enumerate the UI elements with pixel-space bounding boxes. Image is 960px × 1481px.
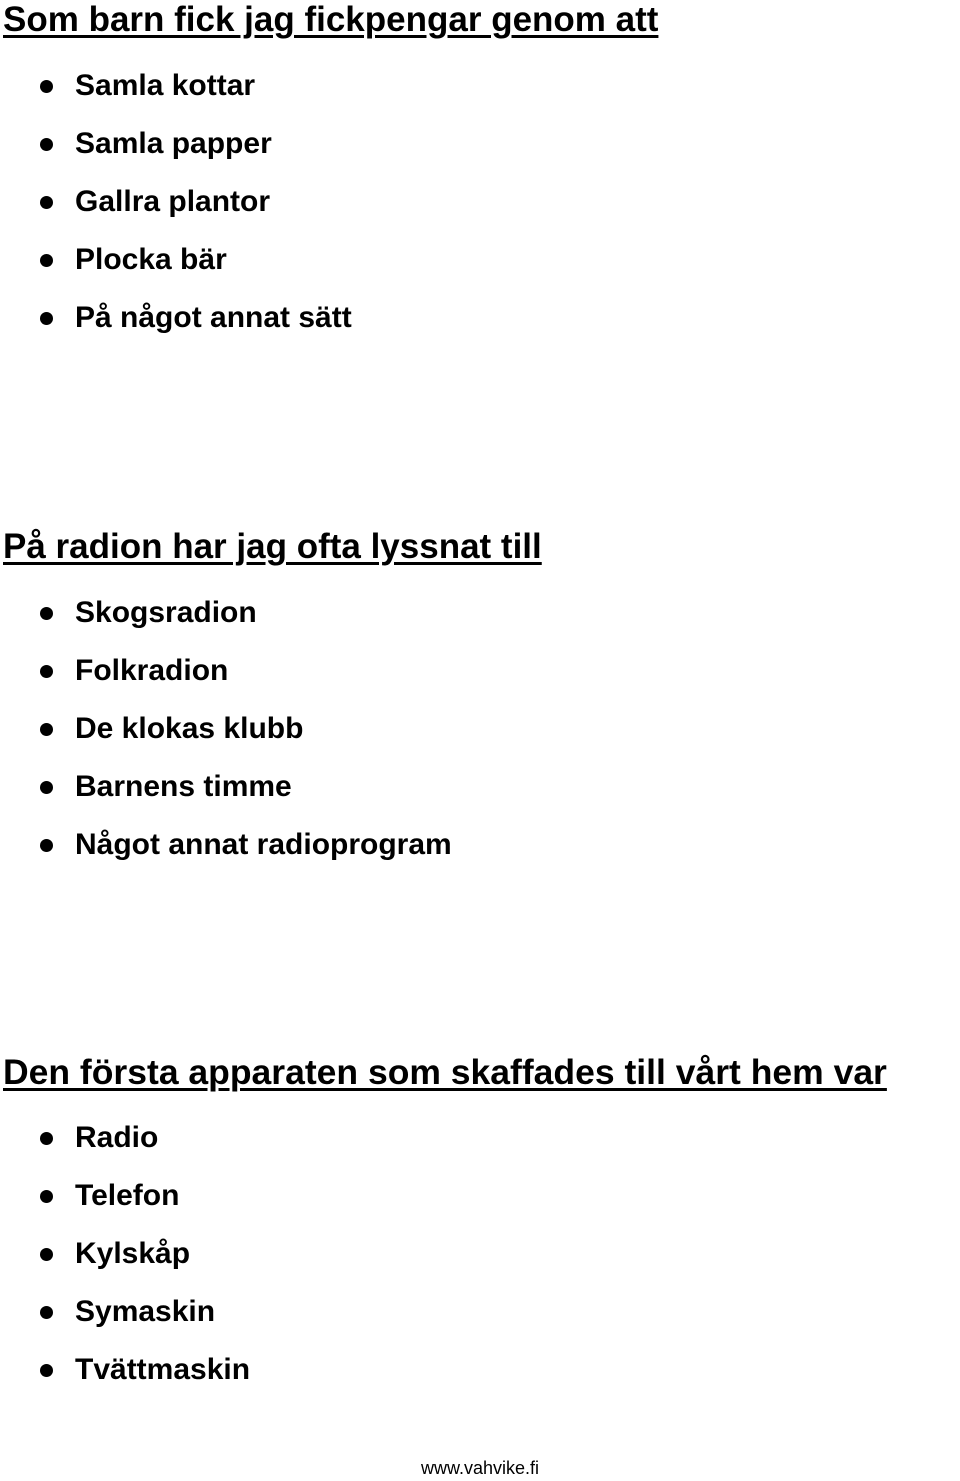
bullet-icon <box>40 1132 53 1145</box>
list-item <box>0 1350 900 1390</box>
list-item-label: Kylskåp <box>75 1237 191 1270</box>
list-item <box>0 709 900 749</box>
bullet-icon <box>40 1306 53 1319</box>
bullet-icon <box>40 254 53 267</box>
section-heading-pocket-money: Som barn fick jag fickpengar genom att <box>3 0 659 39</box>
bullet-icon <box>40 1364 53 1377</box>
list-item-label: De klokas klubb <box>75 712 304 745</box>
list-item-label: Folkradion <box>75 654 229 687</box>
list-item <box>0 298 900 338</box>
list-item <box>0 182 900 222</box>
bullet-icon <box>40 781 53 794</box>
list-item-label: Plocka bär <box>75 243 227 276</box>
list-item-label: Gallra plantor <box>75 185 271 218</box>
list-item-label: Tvättmaskin <box>75 1353 251 1386</box>
list-item-label: Samla kottar <box>75 69 256 102</box>
list-item-label: Skogsradion <box>75 596 257 629</box>
list-item <box>0 124 900 164</box>
list-item-label: Telefon <box>75 1179 180 1212</box>
bullet-icon <box>40 196 53 209</box>
bullet-icon <box>40 312 53 325</box>
list-item <box>0 240 900 280</box>
bullet-icon <box>40 80 53 93</box>
list-item-label: Symaskin <box>75 1295 216 1328</box>
bullet-icon <box>40 607 53 620</box>
list-item-label: På något annat sätt <box>75 301 352 334</box>
list-item <box>0 66 900 106</box>
list-item <box>0 1118 900 1158</box>
list-item <box>0 767 900 807</box>
footer-url: www.vahvike.fi <box>420 1458 540 1478</box>
bullet-icon <box>40 1190 53 1203</box>
list-item <box>0 1234 900 1274</box>
list-item-label: Radio <box>75 1121 159 1154</box>
bullet-icon <box>40 839 53 852</box>
bullet-icon <box>40 723 53 736</box>
list-item <box>0 1292 900 1332</box>
section-heading-first-appliance: Den första apparaten som skaffades till vårt hem var <box>3 1052 887 1092</box>
list-item <box>0 1176 900 1216</box>
list-item <box>0 825 900 865</box>
section-heading-radio: På radion har jag ofta lyssnat till <box>3 527 542 566</box>
list-item-label: Barnens timme <box>75 770 292 803</box>
bullet-icon <box>40 138 53 151</box>
bullet-icon <box>40 665 53 678</box>
list-item <box>0 593 900 633</box>
list-item <box>0 651 900 691</box>
bullet-icon <box>40 1248 53 1261</box>
list-item-label: Samla papper <box>75 127 272 160</box>
list-item-label: Något annat radioprogram <box>75 828 452 861</box>
